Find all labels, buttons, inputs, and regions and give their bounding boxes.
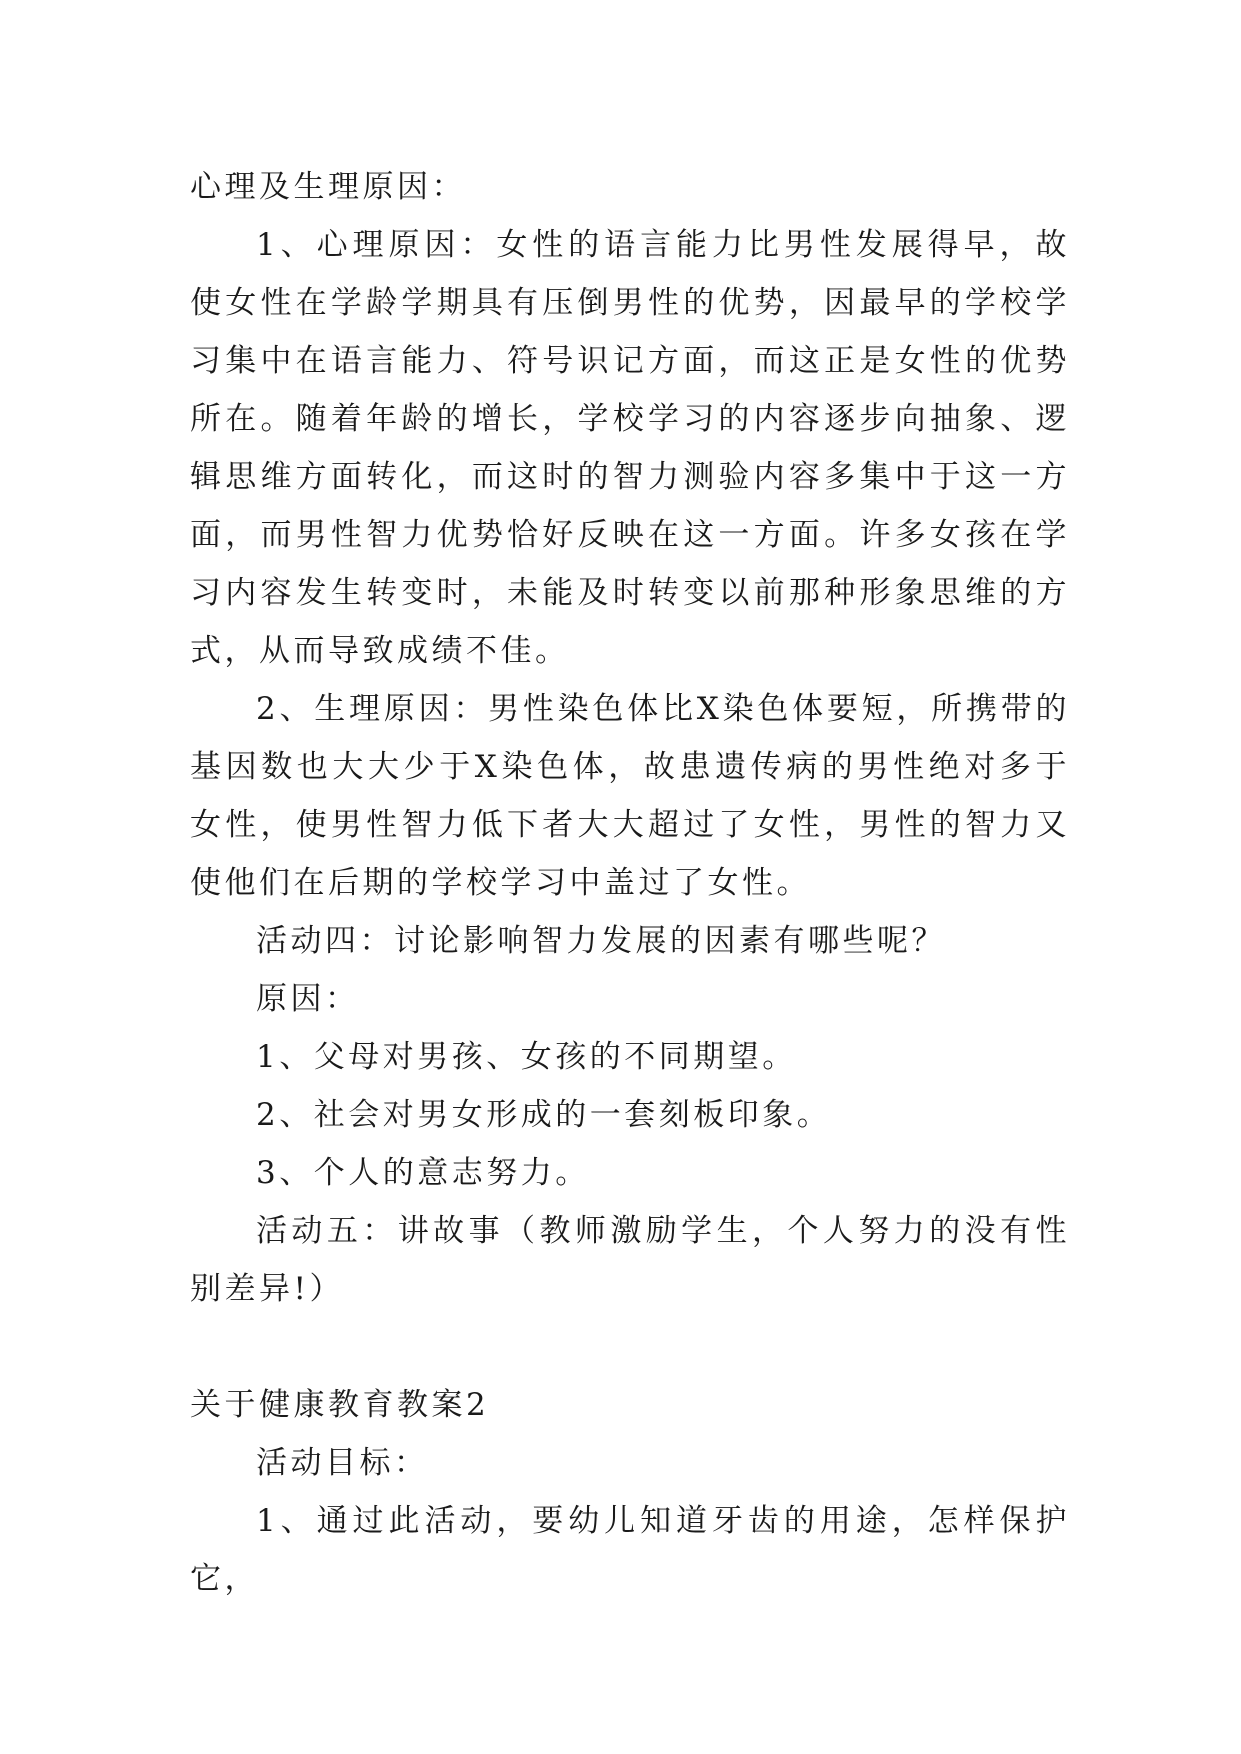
list-item: 2、社会对男女形成的一套刻板印象。 <box>256 1097 832 1133</box>
paragraph-goal-one: 1、通过此活动，要幼儿知道牙齿的用途，怎样保护它， <box>190 1503 1070 1597</box>
section-title: 关于健康教育教案2 <box>190 1387 490 1423</box>
paragraph-activity-goals: 活动目标： <box>256 1445 429 1481</box>
document-body <box>190 158 1070 1608</box>
paragraph-physiological-cause: 2、生理原因：男性染色体比X染色体要短，所携带的基因数也大大少于X染色体，故患遗传病的男性绝对多于女性，使男性智力低下者大大超过了女性，男性的智力又使他们在后期的学校学习中盖过了女性。 <box>190 691 1070 901</box>
paragraph-activity-five: 活动五：讲故事（教师激励学生，个人努力的没有性别差异!） <box>190 1213 1070 1307</box>
paragraph-reasons-label: 原因： <box>256 981 360 1017</box>
paragraph-psychological-cause: 1、心理原因：女性的语言能力比男性发展得早，故使女性在学龄学期具有压倒男性的优势，因最早的学校学习集中在语言能力、符号识记方面，而这正是女性的优势所在。随着年龄的增长，学校学习的内容逐步向抽象、逻辑思维方面转化，而这时的智力测验内容多集中于这一方面，而男性智力优势恰好反映在这一方面。许多女孩在学习内容发生转变时，未能及时转变以前那种形象思维的方式，从而导致成绩不佳。 <box>190 227 1070 669</box>
list-item: 1、父母对男孩、女孩的不同期望。 <box>256 1039 797 1075</box>
list-item: 3、个人的意志努力。 <box>256 1155 590 1191</box>
paragraph-heading-causes: 心理及生理原因： <box>190 169 466 205</box>
paragraph-activity-four: 活动四：讨论影响智力发展的因素有哪些呢？ <box>256 923 946 959</box>
